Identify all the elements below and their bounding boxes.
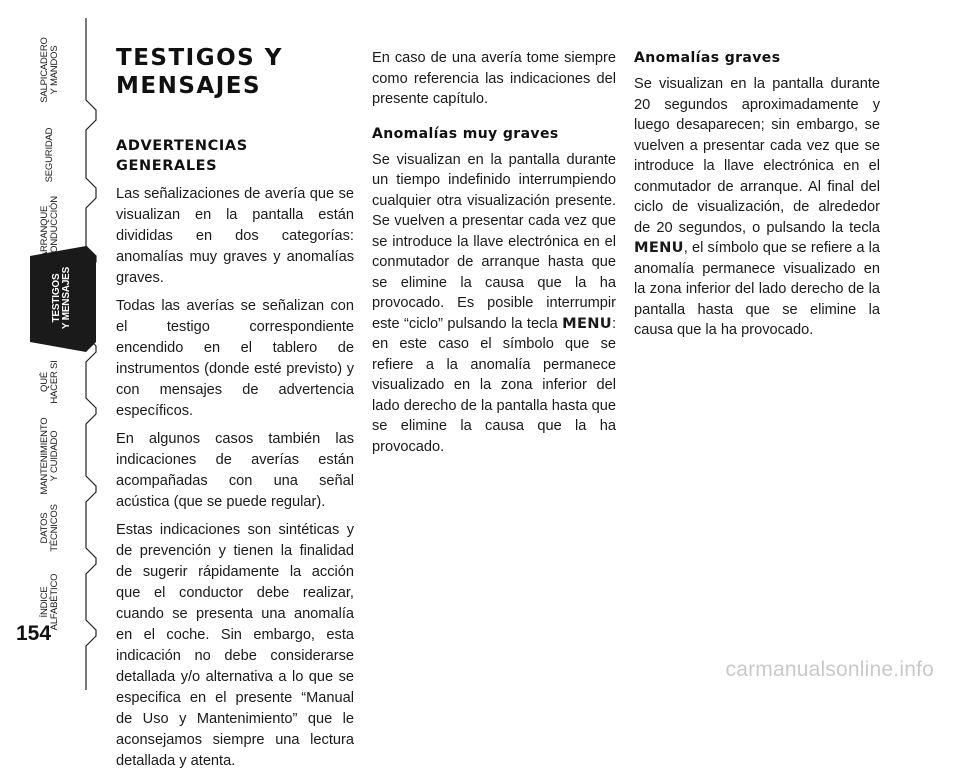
section-tab-rail (0, 0, 100, 692)
text-after-key: : en este caso el símbolo que se refiere a la anomalía permanece visualizado en la zona inferior del lado derecho de la pantalla hasta que se elimine la causa que la ha provocado. (372, 315, 616, 455)
tab-testigos[interactable] (52, 256, 72, 340)
page-title (116, 44, 354, 100)
paragraph-intro: En caso de una avería tome siempre como referencia las indicaciones del presente capítulo. (372, 50, 616, 107)
column-2 (372, 48, 616, 464)
tab-line2: Y CONDUCCIÓN (49, 196, 60, 268)
text-after-key: , el símbolo que se refiere a la anomalía permanece visualizado en la zona inferior del lado derecho de la pantalla hasta que se elimine la causa que la ha provocado. (634, 240, 880, 338)
menu-key-label: MENU (634, 239, 684, 256)
tab-datos-tecnicos[interactable] (40, 486, 60, 570)
tab-line1: SEGURIDAD (44, 127, 55, 183)
page-title-line1: TESTIGOS Y (116, 45, 283, 71)
text-before-key: Se visualizan en la pantalla durante un tiempo indefinido interrumpiendo cualquier otra visualización presente. Se vuelven a presentar cada vez que se introduce la llave electrónica en el conmutador de arranque hasta que se elimine la causa que la ha provocado. Es posible interrumpir este “ciclo” pulsando la tecla (372, 151, 616, 332)
subtitle-muy-graves: Anomalías muy graves (372, 125, 559, 142)
paragraph: En algunos casos también las indicaciones de averías están acompañadas con una señal acústica (que se puede regular). (116, 431, 354, 510)
tab-line2: ALFABÉTICO (49, 573, 60, 631)
paragraph: Todas las averías se señalizan con el testigo correspondiente encendido en el tablero de instrumentos (donde esté previsto) y con mensajes de advertencia específicos. (116, 298, 354, 419)
column-1 (116, 40, 354, 779)
tab-line1: TESTIGOS (51, 273, 62, 323)
tab-line2: TÉCNICOS (49, 504, 60, 552)
text-before-key: Se visualizan en la pantalla durante 20 segundos aproximadamente y luego desaparecen; sin embargo, se vuelven a presentar cada vez que se introduce la llave electrónica en el conmutador de arranque. Al final del ciclo de visualización, de alrededor de 20 segundos, o pulsando la tecla (634, 76, 880, 236)
page-title-line2: MENSAJES (116, 73, 262, 99)
tab-line1: DATOS (39, 512, 50, 544)
paragraph: Las señalizaciones de avería que se visualizan en la pantalla están divididas en dos categorías: anomalías muy graves y anomalías graves. (116, 186, 354, 286)
paragraph: Estas indicaciones son sintéticas y de prevención y tienen la finalidad de sugerir rápidamente la acción que el conductor debe realizar, cuando se presenta una anomalía en el coche. Sin embargo, esta indicación no debe considerarse detallada y/o alternativa a lo que se especifica en el presente “Manual de Uso y Mantenimiento” que le aconsejamos siempre una lectura detallada y atenta. (116, 522, 354, 769)
tab-line1: ARRANQUE (39, 205, 50, 259)
column-3 (634, 48, 880, 348)
subtitle-graves: Anomalías graves (634, 50, 781, 66)
tab-seguridad[interactable] (40, 113, 60, 197)
tab-que-hacer-si[interactable] (40, 340, 60, 424)
watermark: carmanualsonline.info (725, 658, 934, 681)
menu-key-label: MENU (562, 314, 612, 332)
paragraph-graves (634, 74, 880, 341)
tab-line1: MANTENIMIENTO (39, 417, 50, 495)
paragraph-muy-graves (372, 150, 616, 458)
tab-line2: Y CUIDADO (49, 430, 60, 482)
section-title: ADVERTENCIAS GENERALES (116, 138, 248, 174)
tab-line1: SALPICADERO (39, 37, 50, 103)
page-number: 154 (16, 622, 52, 645)
tab-line1: QUÉ (39, 372, 50, 392)
tab-line2: HACER SI (49, 360, 60, 404)
tab-line1: ÍNDICE (39, 586, 50, 618)
tab-line2: Y MANDOS (49, 45, 60, 95)
tab-line2: Y MENSAJES (61, 266, 72, 330)
tab-salpicadero[interactable] (40, 28, 60, 112)
